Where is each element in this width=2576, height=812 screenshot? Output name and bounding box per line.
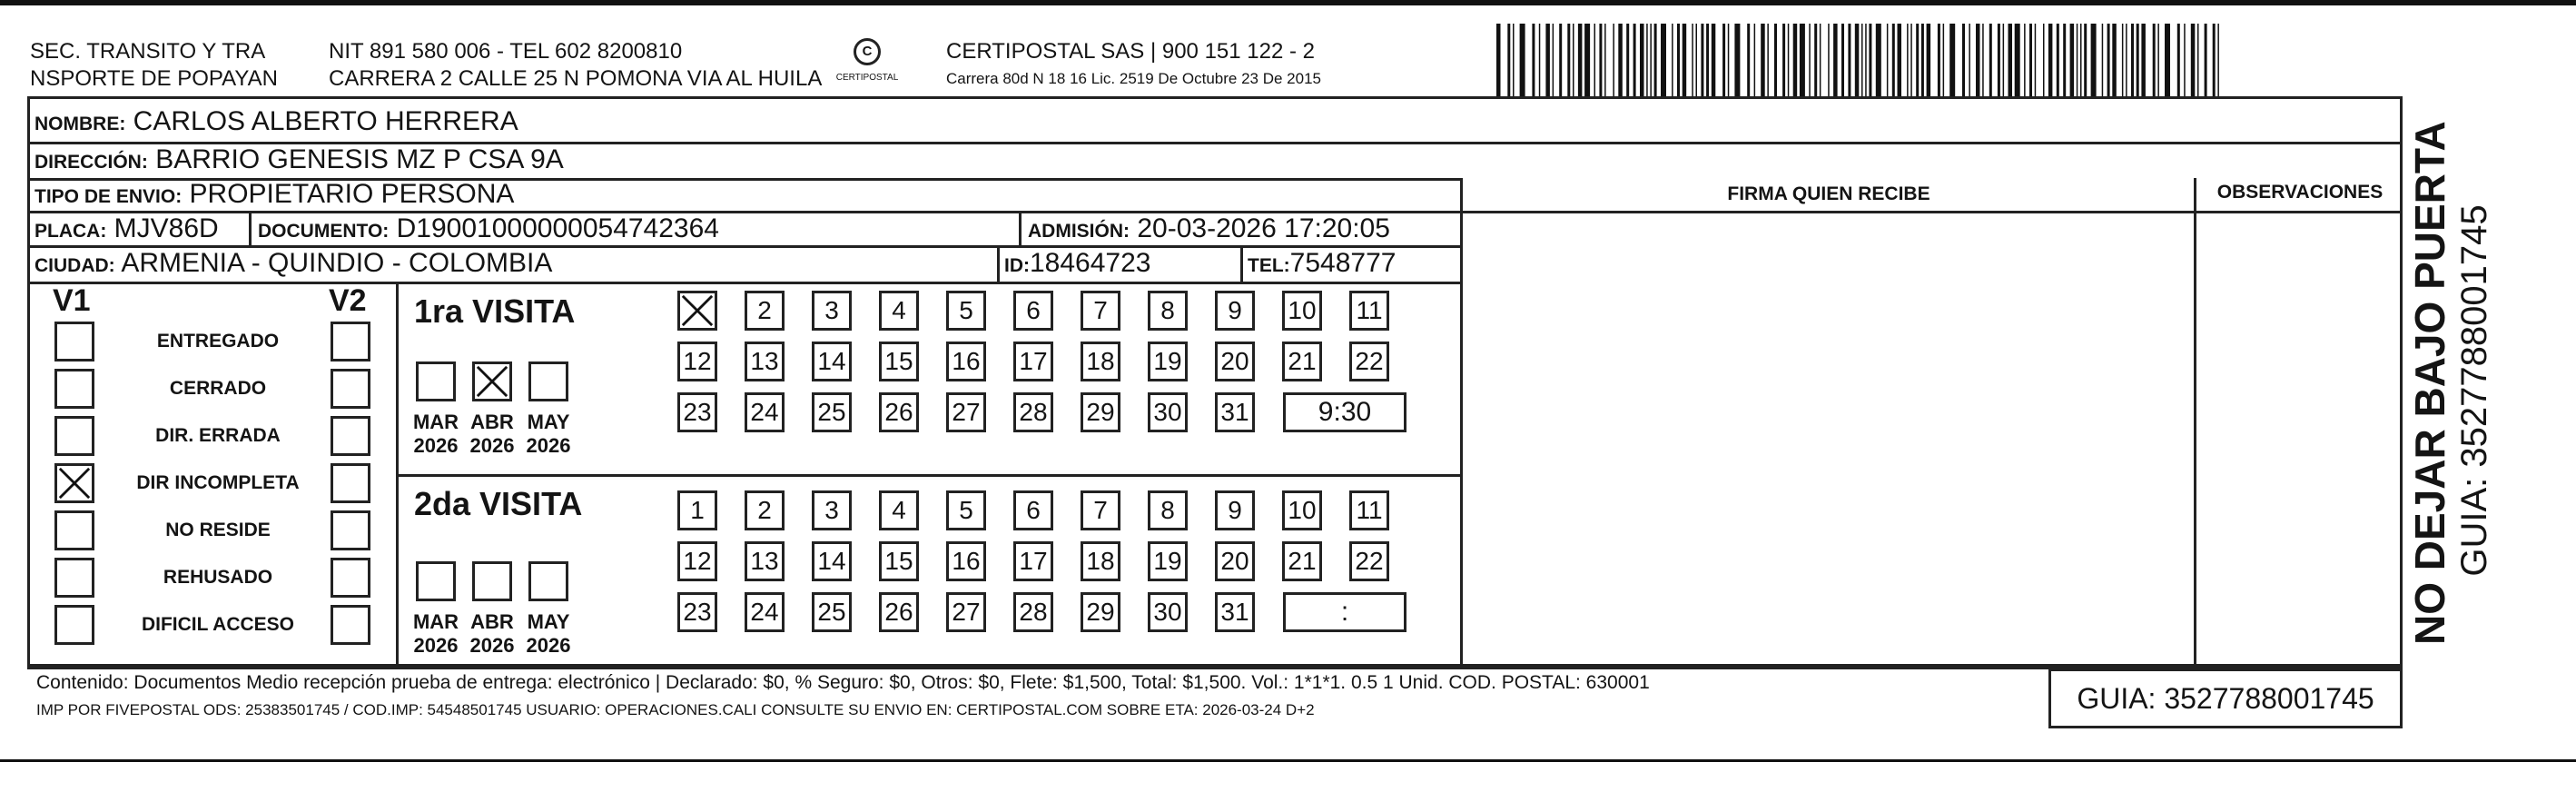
barcode-bar (2091, 24, 2097, 96)
sender-nit: NIT 891 580 006 - TEL 602 8200810 (329, 39, 683, 64)
barcode-bar (2003, 24, 2005, 96)
row-divider (27, 667, 2403, 669)
v1-checkbox[interactable] (54, 558, 94, 598)
barcode-bar (1982, 24, 1984, 96)
barcode-bar (1788, 24, 1790, 96)
month-checkbox[interactable] (416, 561, 456, 601)
day-box[interactable]: 12 (677, 342, 717, 381)
day-box[interactable]: 21 (1282, 541, 1322, 581)
col-divider (1019, 211, 1022, 247)
barcode-bar (1782, 24, 1785, 96)
row-divider (27, 282, 1462, 284)
barcode-bar (1848, 24, 1851, 96)
day-box[interactable]: 12 (677, 541, 717, 581)
day-box[interactable]: 19 (1148, 342, 1188, 381)
logo-text: CERTIPOSTAL (835, 73, 899, 83)
v2-checkbox[interactable] (331, 416, 370, 456)
col-divider (2194, 178, 2196, 668)
day-box[interactable]: 29 (1081, 392, 1120, 432)
status-reason: REHUSADO (163, 567, 273, 588)
tel-label: TEL: (1248, 255, 1290, 276)
nombre-field (35, 107, 518, 139)
barcode-bar (2057, 24, 2059, 96)
barcode-bar (1672, 24, 1673, 96)
day-box[interactable]: 5 (946, 490, 986, 530)
barcode-bar (1761, 24, 1765, 96)
day-box[interactable]: 14 (812, 541, 852, 581)
barcode-bar (1898, 24, 1902, 96)
v1-checkbox[interactable] (54, 605, 94, 645)
top-border (0, 0, 2576, 5)
barcode-bar (1969, 24, 1970, 96)
documento-label: DOCUMENTO: (258, 221, 390, 242)
barcode-bar (1809, 24, 1811, 96)
nombre-label: NOMBRE: (35, 114, 126, 134)
v2-label: V2 (329, 283, 367, 318)
barcode-bar (1907, 24, 1909, 96)
day-box[interactable]: 27 (946, 592, 986, 632)
content-details: Contenido: Documentos Medio recepción prueba de entrega: electrónico | Declarado: $0, % Seguro: $0, Otros: $0, Flete: $1,500, Total: $1,500. Vol.: 1*1*1. 0.5 1 Unid. COD. POSTAL: 630001 (36, 672, 1650, 693)
day-box[interactable]: 24 (745, 592, 785, 632)
month-label (409, 411, 463, 458)
v1-checkbox[interactable] (54, 463, 94, 503)
visit1-title: 1ra VISITA (414, 292, 576, 330)
side-guia: GUIA: 3527788001745 (2454, 204, 2494, 577)
day-box[interactable]: 1 (677, 490, 717, 530)
barcode-bar (1626, 24, 1629, 96)
v2-checkbox[interactable] (331, 369, 370, 409)
barcode-bar (1683, 24, 1687, 96)
ciudad-value: ARMENIA - QUINDIO - COLOMBIA (121, 248, 553, 278)
visit2-title: 2da VISITA (414, 485, 583, 522)
barcode-bar (1938, 24, 1940, 96)
print-details: IMP POR FIVEPOSTAL ODS: 25383501745 / COD.IMP: 54548501745 USUARIO: OPERACIONES.CALI CONSULTE SU ENVIO EN: CERTIPOSTAL.COM SOBRE ETA: 2026-03-24 D+2 (36, 701, 1315, 718)
id-label: ID: (1004, 255, 1030, 276)
day-box[interactable]: 28 (1013, 592, 1053, 632)
status-reason: DIR INCOMPLETA (136, 472, 300, 493)
day-box[interactable]: 5 (946, 291, 986, 331)
v1-checkbox[interactable] (54, 369, 94, 409)
barcode-bar (1767, 24, 1769, 96)
barcode-bar (2048, 24, 2053, 96)
col-divider (1240, 245, 1243, 282)
barcode-bar (2008, 24, 2013, 96)
month-checkbox[interactable] (472, 361, 512, 401)
barcode-bar (1496, 24, 1501, 96)
barcode-bar (1594, 24, 1596, 96)
barcode-bar (2177, 24, 2180, 96)
status-reason: DIFICIL ACCESO (141, 614, 294, 635)
v2-checkbox[interactable] (331, 510, 370, 550)
month-year: 2026 (526, 634, 571, 657)
observaciones-header: OBSERVACIONES (2216, 182, 2384, 203)
day-box[interactable]: 2 (745, 291, 785, 331)
day-box[interactable]: 31 (1215, 592, 1255, 632)
day-box[interactable]: 2 (745, 490, 785, 530)
placa-label: PLACA: (35, 221, 107, 242)
side-notice (2406, 121, 2551, 645)
sender-line1: SEC. TRANSITO Y TRA (30, 39, 266, 64)
month-year: 2026 (413, 634, 459, 657)
time-box[interactable]: 9:30 (1283, 392, 1406, 432)
firma-header: FIRMA QUIEN RECIBE (1727, 183, 1930, 204)
barcode-bar (2131, 24, 2134, 96)
col-divider (396, 282, 399, 667)
day-box[interactable]: 25 (812, 592, 852, 632)
month-year: 2026 (469, 434, 515, 457)
day-box[interactable]: 9 (1215, 490, 1255, 530)
barcode-bar (2122, 24, 2124, 96)
day-box[interactable]: 4 (879, 490, 919, 530)
barcode-bar (1696, 24, 1698, 96)
barcode-bar (1712, 24, 1716, 96)
no-dejar-bajo-puerta: NO DEJAR BAJO PUERTA (2406, 121, 2453, 645)
barcode-bar (1661, 24, 1666, 96)
nombre-value: CARLOS ALBERTO HERRERA (133, 106, 518, 136)
barcode-icon (1496, 24, 2223, 96)
month-name: MAY (527, 610, 570, 633)
barcode-bar (1646, 24, 1648, 96)
barcode-bar (1921, 24, 1924, 96)
day-box[interactable]: 8 (1148, 490, 1188, 530)
ciudad-label: CIUDAD: (35, 255, 115, 276)
day-box[interactable]: 24 (745, 392, 785, 432)
barcode-bar (2070, 24, 2075, 96)
v2-checkbox[interactable] (331, 322, 370, 361)
barcode-bar (1774, 24, 1777, 96)
day-box[interactable]: 10 (1282, 490, 1322, 530)
barcode-bar (1754, 24, 1756, 96)
barcode-bar (2077, 24, 2078, 96)
placa-value: MJV86D (114, 213, 219, 243)
barcode-bar (1513, 24, 1515, 96)
barcode-bar (1820, 24, 1821, 96)
barcode-bar (2197, 24, 2199, 96)
month-name: MAY (527, 411, 570, 433)
day-box[interactable]: 28 (1013, 392, 1053, 432)
barcode-bar (1650, 24, 1652, 96)
barcode-bar (1604, 24, 1606, 96)
barcode-bar (1962, 24, 1965, 96)
barcode-bar (1747, 24, 1750, 96)
month-year: 2026 (469, 634, 515, 657)
barcode-bar (1861, 24, 1863, 96)
barcode-bar (1943, 24, 1945, 96)
barcode-bar (1728, 24, 1730, 96)
day-box[interactable]: 7 (1081, 291, 1120, 331)
cut-line (0, 759, 2576, 762)
day-box[interactable]: 21 (1282, 342, 1322, 381)
barcode-bar (1828, 24, 1830, 96)
month-label (521, 411, 576, 458)
barcode-bar (2184, 24, 2186, 96)
barcode-bar (1573, 24, 1574, 96)
id-value: 18464723 (1030, 248, 1151, 278)
day-box[interactable]: 3 (812, 490, 852, 530)
day-box[interactable]: 23 (677, 592, 717, 632)
barcode-bar (1545, 24, 1550, 96)
visit-divider (396, 474, 1462, 477)
admision-label: ADMISIÓN: (1028, 221, 1130, 242)
documento-field (258, 214, 719, 246)
month-label (465, 411, 519, 458)
day-box[interactable]: 13 (745, 541, 785, 581)
barcode-bar (1976, 24, 1980, 96)
barcode-bar (1599, 24, 1602, 96)
barcode-bar (2153, 24, 2156, 96)
day-box[interactable]: 6 (1013, 291, 1053, 331)
status-reason: DIR. ERRADA (155, 425, 281, 446)
barcode-bar (1559, 24, 1562, 96)
day-box[interactable]: 23 (677, 392, 717, 432)
day-box[interactable]: 14 (812, 342, 852, 381)
barcode-bar (1613, 24, 1614, 96)
day-box[interactable]: 27 (946, 392, 986, 432)
sender-info-block (329, 38, 822, 93)
direccion-label: DIRECCIÓN: (35, 152, 148, 173)
status-reason: NO RESIDE (165, 520, 271, 540)
month-checkbox[interactable] (528, 561, 568, 601)
day-box[interactable]: 13 (745, 342, 785, 381)
barcode-bar (1633, 24, 1636, 96)
day-box[interactable]: 19 (1148, 541, 1188, 581)
barcode-bar (1869, 24, 1871, 96)
col-divider (249, 211, 252, 247)
direccion-field (35, 145, 564, 177)
admision-value: 20-03-2026 17:20:05 (1137, 213, 1390, 243)
barcode-bar (2137, 24, 2139, 96)
barcode-bar (2157, 24, 2159, 96)
month-checkbox[interactable] (472, 561, 512, 601)
barcode-bar (2084, 24, 2087, 96)
month-name: ABR (470, 610, 514, 633)
day-box[interactable] (677, 291, 717, 331)
courier-line2: Carrera 80d N 18 16 Lic. 2519 De Octubre 23 De 2015 (946, 70, 1321, 87)
month-label (409, 610, 463, 658)
v2-checkbox[interactable] (331, 558, 370, 598)
barcode-bar (1578, 24, 1583, 96)
day-box[interactable]: 11 (1349, 291, 1389, 331)
barcode-bar (1584, 24, 1590, 96)
tipo-value: PROPIETARIO PERSONA (189, 179, 515, 209)
day-box[interactable]: 9 (1215, 291, 1255, 331)
barcode-bar (1520, 24, 1525, 96)
barcode-bar (1793, 24, 1798, 96)
v1-checkbox[interactable] (54, 510, 94, 550)
day-box[interactable]: 15 (879, 342, 919, 381)
barcode-bar (2015, 24, 2020, 96)
barcode-bar (1841, 24, 1844, 96)
barcode-bar (1892, 24, 1895, 96)
x-mark (57, 466, 92, 500)
barcode-bar (1855, 24, 1860, 96)
status-reason: ENTREGADO (156, 331, 280, 352)
month-checkbox[interactable] (528, 361, 568, 401)
day-box[interactable]: 16 (946, 342, 986, 381)
day-box[interactable]: 8 (1148, 291, 1188, 331)
placa-field (35, 214, 219, 246)
day-box[interactable]: 4 (879, 291, 919, 331)
barcode-bar (1949, 24, 1955, 96)
v2-checkbox[interactable] (331, 463, 370, 503)
barcode-bar (2035, 24, 2037, 96)
day-box[interactable]: 30 (1148, 392, 1188, 432)
v1-checkbox[interactable] (54, 416, 94, 456)
barcode-bar (1701, 24, 1703, 96)
sender-line2: NSPORTE DE POPAYAN (30, 66, 278, 91)
tel-field (1248, 249, 1396, 281)
barcode-bar (1677, 24, 1680, 96)
day-box[interactable]: 15 (879, 541, 919, 581)
barcode-bar (1706, 24, 1709, 96)
barcode-bar (1507, 24, 1510, 96)
day-box[interactable]: 17 (1013, 541, 1053, 581)
barcode-bar (2126, 24, 2127, 96)
barcode-bar (1692, 24, 1693, 96)
barcode-bar (1567, 24, 1570, 96)
month-year: 2026 (526, 434, 571, 457)
barcode-bar (1640, 24, 1644, 96)
barcode-bar (1887, 24, 1889, 96)
month-checkbox[interactable] (416, 361, 456, 401)
guia-number: GUIA: 3527788001745 (2048, 668, 2403, 728)
barcode-bar (1539, 24, 1541, 96)
barcode-bar (2102, 24, 2104, 96)
sender-address: CARRERA 2 CALLE 25 N POMONA VIA AL HUILA (329, 66, 823, 91)
day-box[interactable]: 20 (1215, 342, 1255, 381)
barcode-bar (1833, 24, 1838, 96)
logo-glyph: C (854, 38, 881, 65)
barcode-bar (2063, 24, 2066, 96)
barcode-bar (2112, 24, 2117, 96)
direccion-value: BARRIO GENESIS MZ P CSA 9A (155, 144, 564, 174)
barcode-bar (1734, 24, 1740, 96)
barcode-bar (2213, 24, 2216, 96)
day-box[interactable]: 31 (1215, 392, 1255, 432)
col-divider (1460, 178, 1463, 668)
tipo-field (35, 180, 514, 212)
month-name: ABR (470, 411, 514, 433)
barcode-bar (1618, 24, 1623, 96)
day-box[interactable]: 7 (1081, 490, 1120, 530)
barcode-bar (2191, 24, 2196, 96)
month-year: 2026 (413, 434, 459, 457)
day-box[interactable]: 22 (1349, 342, 1389, 381)
v1-label: V1 (53, 283, 91, 318)
day-box[interactable]: 3 (812, 291, 852, 331)
day-box[interactable]: 18 (1081, 342, 1120, 381)
barcode-bar (1989, 24, 1992, 96)
barcode-bar (2141, 24, 2146, 96)
barcode-bar (1553, 24, 1554, 96)
barcode-bar (1910, 24, 1912, 96)
id-field (1004, 249, 1150, 281)
day-box[interactable]: 18 (1081, 541, 1120, 581)
day-box[interactable]: 29 (1081, 592, 1120, 632)
courier-block (946, 38, 1321, 93)
barcode-bar (2043, 24, 2045, 96)
v1-checkbox[interactable] (54, 322, 94, 361)
day-box[interactable]: 22 (1349, 541, 1389, 581)
col-divider (997, 245, 1000, 282)
barcode-bar (1814, 24, 1817, 96)
ciudad-field (35, 249, 552, 281)
barcode-bar (1998, 24, 2000, 96)
barcode-bar (2080, 24, 2082, 96)
barcode-bar (2107, 24, 2110, 96)
month-label (465, 610, 519, 658)
day-box[interactable]: 11 (1349, 490, 1389, 530)
month-name: MAR (412, 610, 459, 633)
courier-line1: CERTIPOSTAL SAS | 900 151 122 - 2 (946, 39, 1315, 64)
barcode-bar (1916, 24, 1919, 96)
documento-value: D19001000000054742364 (396, 213, 719, 243)
x-mark (475, 364, 509, 399)
tel-value: 7548777 (1289, 248, 1397, 278)
admision-field (1028, 214, 1390, 246)
day-box[interactable]: 20 (1215, 541, 1255, 581)
barcode-bar (2165, 24, 2170, 96)
barcode-bar (1532, 24, 1535, 96)
barcode-bar (1800, 24, 1805, 96)
month-name: MAR (412, 411, 459, 433)
day-box[interactable]: 26 (879, 392, 919, 432)
sender-block (30, 38, 278, 93)
time-box[interactable]: : (1283, 592, 1406, 632)
day-box[interactable]: 10 (1282, 291, 1322, 331)
day-box[interactable]: 26 (879, 592, 919, 632)
x-mark (680, 293, 715, 328)
day-box[interactable]: 30 (1148, 592, 1188, 632)
status-reason: CERRADO (169, 378, 267, 399)
day-box[interactable]: 25 (812, 392, 852, 432)
barcode-bar (2024, 24, 2026, 96)
barcode-bar (2205, 24, 2207, 96)
certipostal-logo (835, 36, 899, 93)
barcode-bar (1927, 24, 1931, 96)
barcode-bar (1865, 24, 1867, 96)
tipo-label: TIPO DE ENVIO: (35, 186, 183, 207)
month-label (521, 610, 576, 658)
v2-checkbox[interactable] (331, 605, 370, 645)
barcode-bar (2217, 24, 2219, 96)
barcode-bar (1722, 24, 1725, 96)
day-box[interactable]: 16 (946, 541, 986, 581)
day-box[interactable]: 6 (1013, 490, 1053, 530)
barcode-bar (2029, 24, 2032, 96)
barcode-bar (1654, 24, 1657, 96)
barcode-bar (1876, 24, 1881, 96)
day-box[interactable]: 17 (1013, 342, 1053, 381)
